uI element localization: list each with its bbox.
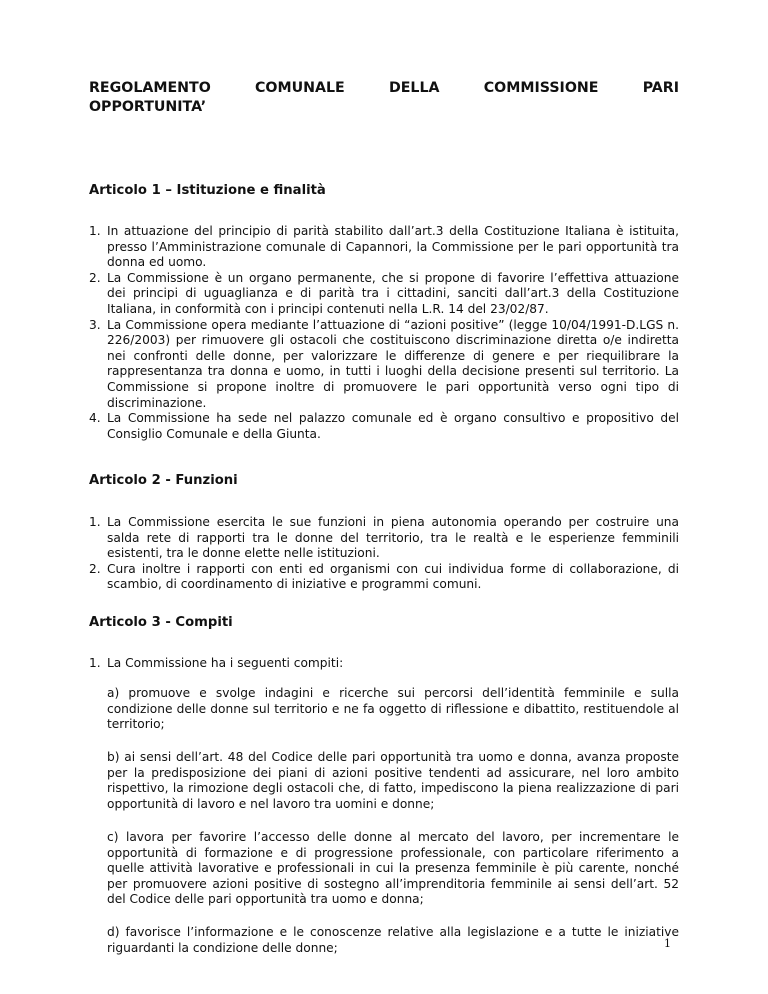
item-text: Cura inoltre i rapporti con enti ed organismi con cui individua forme di collaborazione, di scambio, di coordinamento di iniziative e programmi comuni. [107,561,679,592]
list-item [89,224,679,271]
list-item [89,271,679,318]
article-1-list [89,224,679,442]
article-2-heading: Articolo 2 - Funzioni [89,473,238,488]
item-number: 1. [89,656,101,670]
compiti-subitem-d: d) favorisce l’informazione e le conoscenze relative alla legislazione e a tutte le iniziative riguardanti la condizione delle donne; [107,925,679,955]
compiti-subitem-b: b) ai sensi dell’art. 48 del Codice delle pari opportunità tra uomo e donna, avanza proposte per la predisposizione dei piani di azioni positive tendenti ad assicurare, nel loro ambito rispettivo, la rimozione degli ostacoli che, di fatto, impediscono la piena realizzazione di pari opportunità di lavoro e nel lavoro tra uomini e donne; [107,750,679,811]
article-3-heading: Articolo 3 - Compiti [89,615,233,630]
item-text: La Commissione esercita le sue funzioni in piena autonomia operando per costruire una salda rete di rapporti tra le donne del territorio, tra le realtà e le esperienze femminili esistenti, tra le donne elette nelle istituzioni. [107,515,679,561]
list-item [89,411,679,442]
compiti-subitem-a: a) promuove e svolge indagini e ricerche sui percorsi dell’identità femminile e sulla condizione delle donne sul territorio e ne fa oggetto di riflessione e dibattito, restituendole al territorio; [107,686,679,732]
title-line-1 [89,79,679,98]
item-text: La Commissione è un organo permanente, che si propone di favorire l’effettiva attuazione dei principi di uguaglianza e di parità tra i cittadini, sanciti dall’art.3 della Costituzione Italiana, in conformità con i principi contenuti nella L.R. 14 del 23/02/87. [107,270,679,316]
article-1-heading: Articolo 1 – Istituzione e finalità [89,183,326,198]
title-word: COMMISSIONE [483,80,599,96]
item-text: La Commissione opera mediante l’attuazione di “azioni positive” (legge 10/04/1991-D.LGS n. 226/2003) per rimuovere gli ostacoli che costituiscono discriminazione diretta o/e indiretta nei confronti delle donne, per valorizzare le differenze di genere e per riequilibrare la rappresentanza tra donna e uomo, in tutti i luoghi della decisione presenti sul territorio. La Commissione si propone inoltre di promuovere le pari opportunità verso ogni tipo di discriminazione. [107,317,679,410]
item-number: 2. [89,270,101,285]
title-line-2: OPPORTUNITA’ [89,99,207,115]
item-number: 4. [89,411,101,426]
list-item [89,656,679,672]
article-2-list [89,515,679,593]
article-3-list [89,656,679,672]
list-item [89,515,679,562]
item-text: La Commissione ha i seguenti compiti: [107,656,344,670]
item-number: 2. [89,561,101,576]
page-number: 1 [664,937,671,950]
title-word: DELLA [388,80,440,96]
compiti-subitem-c: c) lavora per favorire l’accesso delle donne al mercato del lavoro, per incrementare le opportunità di formazione e di progressione professionale, con particolare riferimento a quelle attività lavorative e professionali in cui la presenza femminile è più carente, nonché per promuovere azioni positive di sostegno all’imprenditoria femminile ai sensi dell’art. 52 del Codice delle pari opportunità tra uomo e donna; [107,830,679,907]
item-text: In attuazione del principio di parità stabilito dall’art.3 della Costituzione Italiana è istituita, presso l’Amministrazione comunale di Capannori, la Commissione per le pari opportunità tra donna ed uomo. [107,224,679,270]
item-number: 1. [89,224,101,238]
title-word: PARI [642,80,679,96]
list-item [89,318,679,412]
document-title [89,79,679,117]
item-text: La Commissione ha sede nel palazzo comunale ed è organo consultivo e propositivo del Consiglio Comunale e della Giunta. [107,411,679,441]
list-item [89,562,679,593]
item-number: 1. [89,515,101,529]
item-number: 3. [89,317,101,332]
title-word: COMUNALE [255,80,345,96]
title-word: REGOLAMENTO [89,80,211,96]
